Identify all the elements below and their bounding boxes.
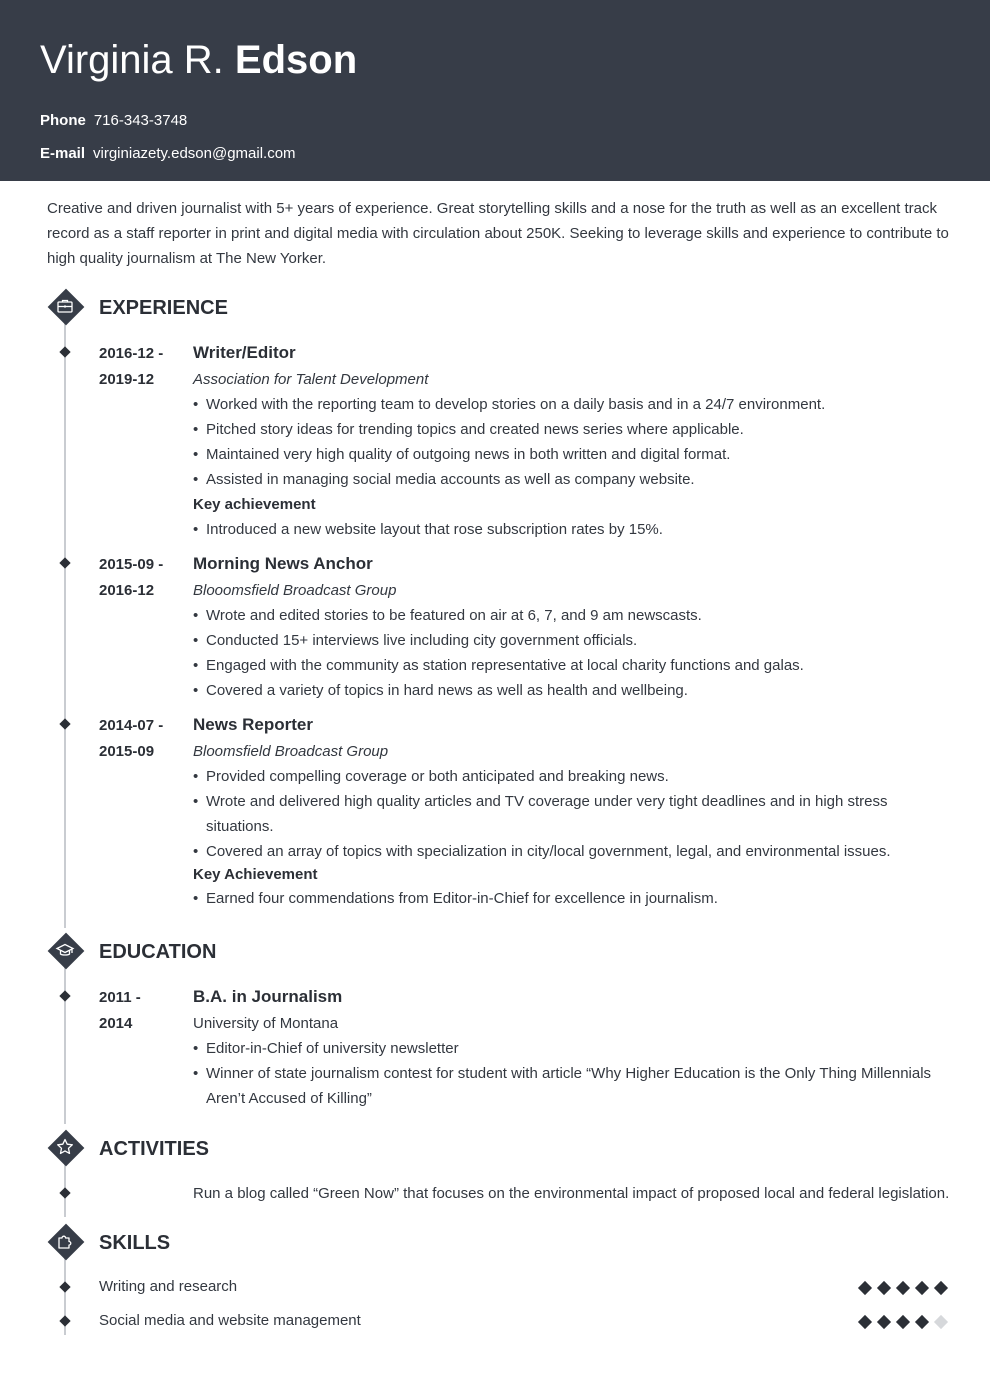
bullet-item: • Conducted 15+ interviews live including city government officials. bbox=[193, 628, 953, 653]
bullet-item: • Covered an array of topics with specialization in city/local government, legal, and environmental issues. bbox=[193, 839, 903, 864]
timeline-marker bbox=[59, 1281, 71, 1293]
profile-summary: Creative and driven journalist with 5+ years of experience. Great storytelling skills and a nose for the truth as well as an excellent track record as a staff reporter in print and digital media with circulation about 250K. Seeking to leverage skills and experience to contribute to high quality journalism at The New Yorker. bbox=[47, 200, 949, 267]
resume-header bbox=[0, 0, 990, 181]
rating-pip-empty bbox=[934, 1315, 948, 1329]
bullet-item: • Earned four commendations from Editor-in-Chief for excellence in journalism. bbox=[193, 886, 953, 911]
puzzle-icon bbox=[47, 1223, 83, 1259]
job-title: Writer/Editor bbox=[193, 343, 296, 362]
job-dates: 2014-07 - 2015-09 bbox=[99, 717, 164, 760]
email-value[interactable]: virginiazety.edson@gmail.com bbox=[93, 145, 296, 162]
email-label: E-mail bbox=[40, 145, 86, 162]
job-entry bbox=[193, 340, 953, 542]
bullet-item: • Wrote and edited stories to be featured on air at 6, 7, and 9 am newscasts. bbox=[193, 603, 953, 628]
rating-pip-filled bbox=[877, 1281, 891, 1295]
briefcase-icon bbox=[47, 288, 83, 324]
job-title: News Reporter bbox=[193, 715, 313, 734]
job-dates: 2016-12 - 2019-12 bbox=[99, 345, 164, 388]
bullet-item: • Worked with the reporting team to develop stories on a daily basis and in a 24/7 environment. bbox=[193, 392, 953, 417]
education-bullets bbox=[193, 1036, 953, 1111]
key-achievement-bullets bbox=[193, 886, 953, 911]
company-name: Bloomsfield Broadcast Group bbox=[193, 743, 389, 760]
key-achievement-bullets bbox=[193, 517, 953, 542]
job-bullets bbox=[193, 392, 953, 492]
phone-label: Phone bbox=[40, 112, 86, 129]
section-title-experience: EXPERIENCE bbox=[99, 297, 228, 319]
contact-phone bbox=[40, 112, 187, 130]
timeline-line-experience bbox=[64, 322, 66, 928]
key-achievement-heading: Key Achievement bbox=[193, 866, 318, 883]
company-name: Association for Talent Development bbox=[193, 371, 429, 388]
job-dates: 2015-09 - 2016-12 bbox=[99, 556, 164, 599]
bullet-item: • Winner of state journalism contest for student with article “Why Higher Education is the Only Thing Millennials Aren’t Accused of Killing” bbox=[193, 1061, 953, 1111]
degree-title: B.A. in Journalism bbox=[193, 987, 343, 1006]
bullet-item: • Editor-in-Chief of university newsletter bbox=[193, 1036, 953, 1061]
star-icon bbox=[47, 1129, 83, 1165]
school-name: University of Montana bbox=[193, 1015, 339, 1032]
bullet-item: • Covered a variety of topics in hard news as well as health and wellbeing. bbox=[193, 678, 953, 703]
timeline-marker bbox=[59, 346, 71, 358]
job-entry bbox=[193, 712, 953, 911]
timeline-marker bbox=[59, 1187, 71, 1199]
rating-pip-filled bbox=[877, 1315, 891, 1329]
bullet-item: • Introduced a new website layout that rose subscription rates by 15%. bbox=[193, 517, 953, 542]
section-title-activities: ACTIVITIES bbox=[99, 1138, 210, 1160]
key-achievement-heading: Key achievement bbox=[193, 496, 316, 513]
bullet-item: • Provided compelling coverage or both anticipated and breaking news. bbox=[193, 764, 903, 789]
job-bullets bbox=[193, 603, 953, 703]
skill-name: Social media and website management bbox=[99, 1312, 361, 1329]
timeline-marker bbox=[59, 990, 71, 1002]
bullet-item: • Pitched story ideas for trending topics and created news series where applicable. bbox=[193, 417, 953, 442]
rating-pip-filled bbox=[896, 1281, 910, 1295]
first-name: Virginia R. bbox=[40, 38, 224, 82]
rating-pip-filled bbox=[896, 1315, 910, 1329]
section-title-education: EDUCATION bbox=[99, 941, 217, 963]
job-title: Morning News Anchor bbox=[193, 554, 373, 573]
contact-email bbox=[40, 145, 296, 163]
rating-pip-filled bbox=[915, 1315, 929, 1329]
education-entry bbox=[193, 984, 953, 1111]
rating-pip-filled bbox=[858, 1281, 872, 1295]
timeline-marker bbox=[59, 557, 71, 569]
phone-value: 716-343-3748 bbox=[93, 112, 188, 129]
education-dates: 2011 - 2014 bbox=[99, 989, 141, 1032]
section-title-skills: SKILLS bbox=[99, 1232, 171, 1254]
timeline-marker bbox=[59, 718, 71, 730]
candidate-name bbox=[40, 36, 357, 84]
skill-rating bbox=[857, 1314, 952, 1330]
bullet-item: • Wrote and delivered high quality articles and TV coverage under very tight deadlines and in high stress situations. bbox=[193, 789, 903, 839]
rating-pip-filled bbox=[858, 1315, 872, 1329]
graduation-cap-icon bbox=[47, 932, 83, 968]
activity-text: Run a blog called “Green Now” that focuses on the environmental impact of proposed local and federal legislation. bbox=[193, 1185, 950, 1202]
job-bullets bbox=[193, 764, 903, 864]
skill-rating bbox=[857, 1280, 952, 1296]
skill-name: Writing and research bbox=[99, 1278, 238, 1295]
job-entry bbox=[193, 551, 953, 703]
rating-pip-filled bbox=[934, 1281, 948, 1295]
rating-pip-filled bbox=[915, 1281, 929, 1295]
company-name: Blooomsfield Broadcast Group bbox=[193, 582, 397, 599]
bullet-item: • Assisted in managing social media accounts as well as company website. bbox=[193, 467, 953, 492]
timeline-marker bbox=[59, 1315, 71, 1327]
bullet-item: • Engaged with the community as station representative at local charity functions and galas. bbox=[193, 653, 953, 678]
bullet-item: • Maintained very high quality of outgoing news in both written and digital format. bbox=[193, 442, 953, 467]
last-name: Edson bbox=[234, 38, 358, 82]
